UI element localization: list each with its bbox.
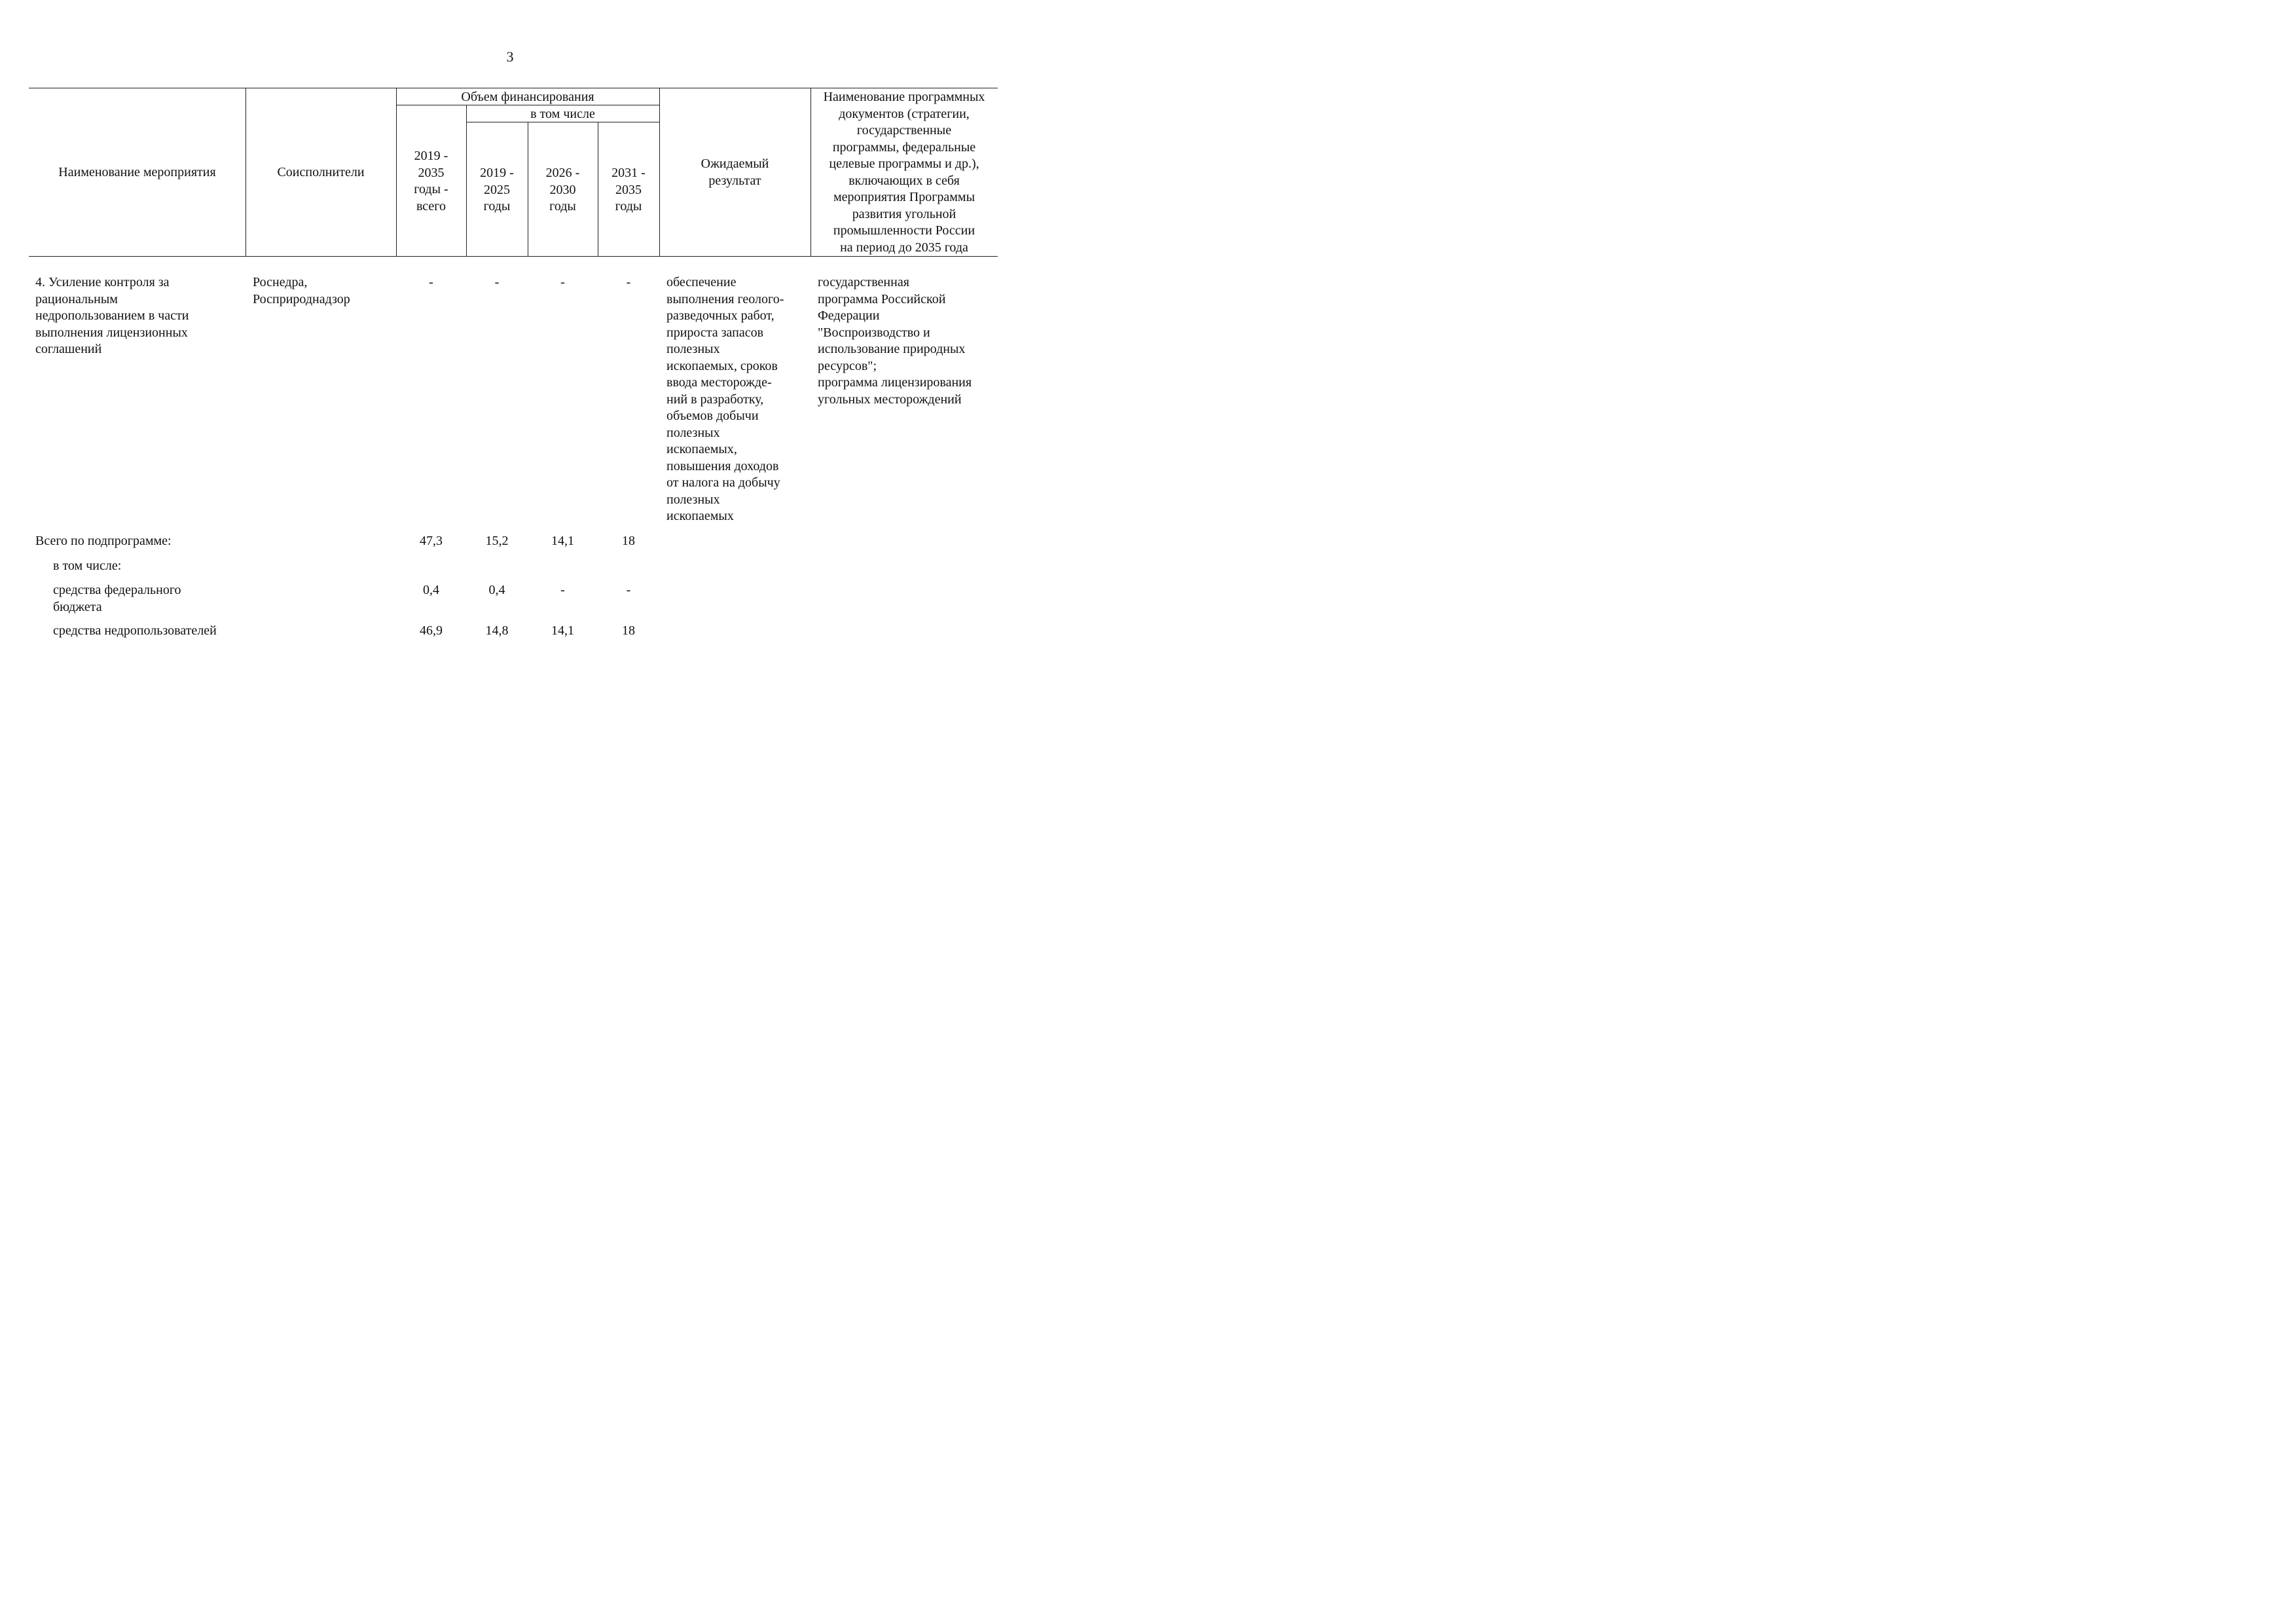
summary-total-p3: 18 (622, 534, 635, 548)
row-program-documents: государственная программа Российской Федерации "Воспроизводство и использование природных ресурсов"; программа лицензирования угольных месторождений (818, 275, 972, 407)
summary-total-p2: 14,1 (551, 534, 574, 548)
header-total-period: 2019 - 2035 годы - всего (414, 149, 448, 213)
summary-total-p1: 15,2 (485, 534, 509, 548)
summary-subsoil-p3: 18 (622, 623, 635, 638)
row-period-3: - (626, 275, 631, 289)
summary-federal-all: 0,4 (423, 583, 439, 597)
header-including: в том числе (530, 107, 595, 121)
summary-including-label: в том числе: (53, 559, 122, 573)
header-funding-volume: Объем финансирования (461, 90, 594, 104)
summary-federal-p1: 0,4 (488, 583, 505, 597)
row-period-2: - (560, 275, 565, 289)
summary-total-label: Всего по подпрограмме: (35, 534, 172, 548)
summary-total-all: 47,3 (420, 534, 443, 548)
summary-subsoil-p1: 14,8 (485, 623, 509, 638)
summary-subsoil-all: 46,9 (420, 623, 443, 638)
summary-federal-p2: - (560, 583, 565, 597)
header-coexecutors: Соисполнители (277, 165, 365, 179)
row-total: - (429, 275, 433, 289)
summary-federal-label: средства федерального бюджета (53, 583, 181, 614)
row-period-1: - (494, 275, 500, 289)
header-period-2026-2030: 2026 - 2030 годы (545, 166, 580, 213)
row-measure-name: 4. Усиление контроля за рациональным недропользованием в части выполнения лицензионных соглашений (35, 275, 189, 356)
row-expected-result: обеспечение выполнения геолого- разведочных работ, прироста запасов полезных ископаемых, сроков ввода месторожде- ний в разработку, объемов добычи полезных ископаемых, повышения доходов от налога на добычу полезных ископаемых (666, 275, 784, 523)
header-period-2019-2025: 2019 - 2025 годы (480, 166, 514, 213)
header-expected-result: Ожидаемый результат (701, 157, 769, 188)
header-name: Наименование мероприятия (58, 165, 216, 179)
header-bottom-border (29, 256, 998, 257)
summary-subsoil-p2: 14,1 (551, 623, 574, 638)
page-number: 3 (506, 48, 514, 65)
header-period-2031-2035: 2031 - 2035 годы (611, 166, 646, 213)
header-program-documents: Наименование программных документов (стратегии, государственные программы, федеральные целевые программы и др.), включающих в себя мероприятия Программы развития угольной промышленности России на период до 2035 года (823, 90, 985, 255)
summary-federal-p3: - (626, 583, 631, 597)
row-coexecutors: Роснедра, Росприроднадзор (253, 275, 350, 306)
summary-subsoil-label: средства недропользователей (53, 623, 217, 638)
